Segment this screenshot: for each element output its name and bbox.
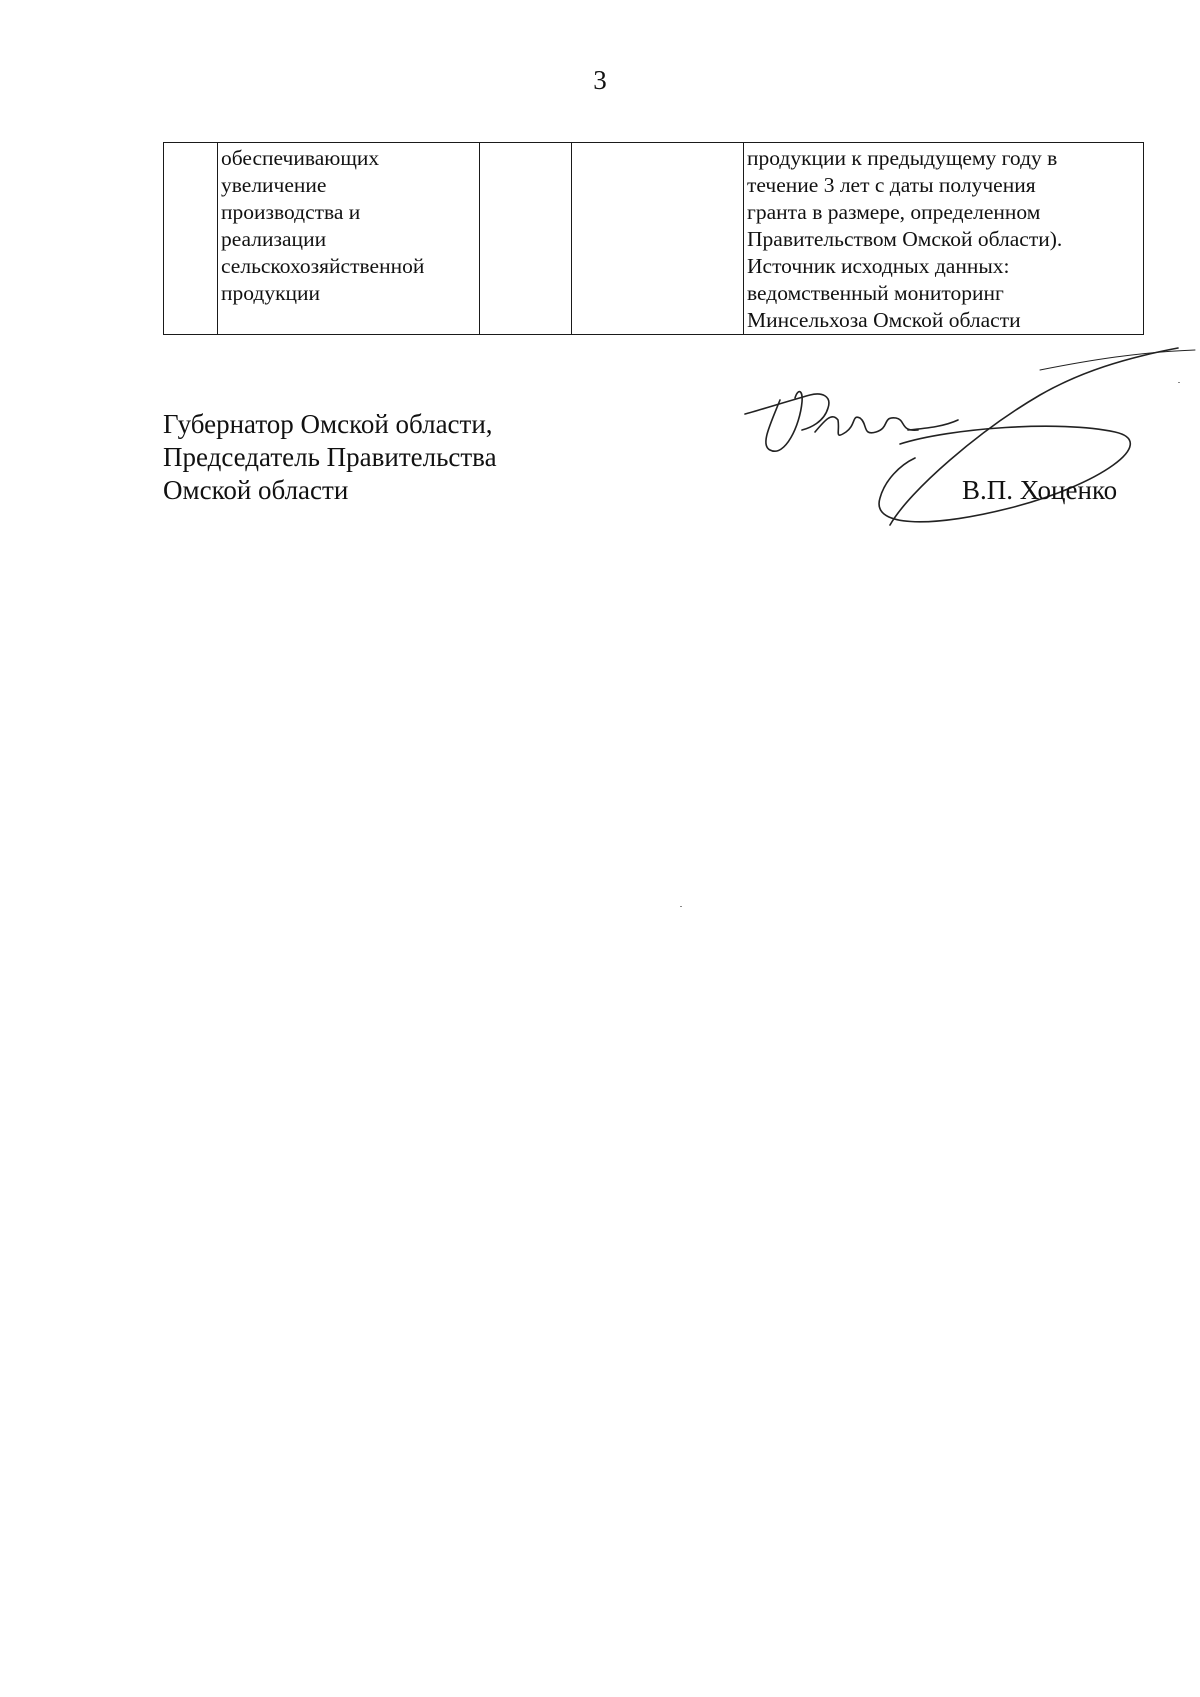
scan-speck: [680, 906, 682, 907]
signatory-name: В.П. Хоценко: [962, 475, 1118, 505]
signatory-title-line: Председатель Правительства: [163, 442, 497, 472]
signatory-title-line: Губернатор Омской области,: [163, 409, 493, 439]
table-row: [164, 143, 1144, 335]
cell-text: обеспечивающих увеличение производства и реализации сельскохозяйственной продукции: [221, 146, 425, 305]
handwritten-signature: [740, 340, 1200, 560]
table-cell-number: [164, 143, 218, 335]
cell-text: продукции к предыдущему году в течение 3 лет с даты получения гранта в размере, определенном Правительством Омской области). Источник исходных данных: ведомственный мониторинг Минсельхоза Омской области: [747, 146, 1063, 332]
signatory-title-line: Омской области: [163, 475, 349, 505]
scan-speck: [1178, 382, 1180, 383]
table-cell-value: [572, 143, 744, 335]
page-number: 3: [593, 65, 607, 95]
table-cell-unit: [480, 143, 572, 335]
table-cell-indicator-name: [218, 143, 480, 335]
table-cell-methodology: [744, 143, 1144, 335]
continuation-table: [163, 142, 1144, 335]
signatory-title: [163, 408, 497, 507]
